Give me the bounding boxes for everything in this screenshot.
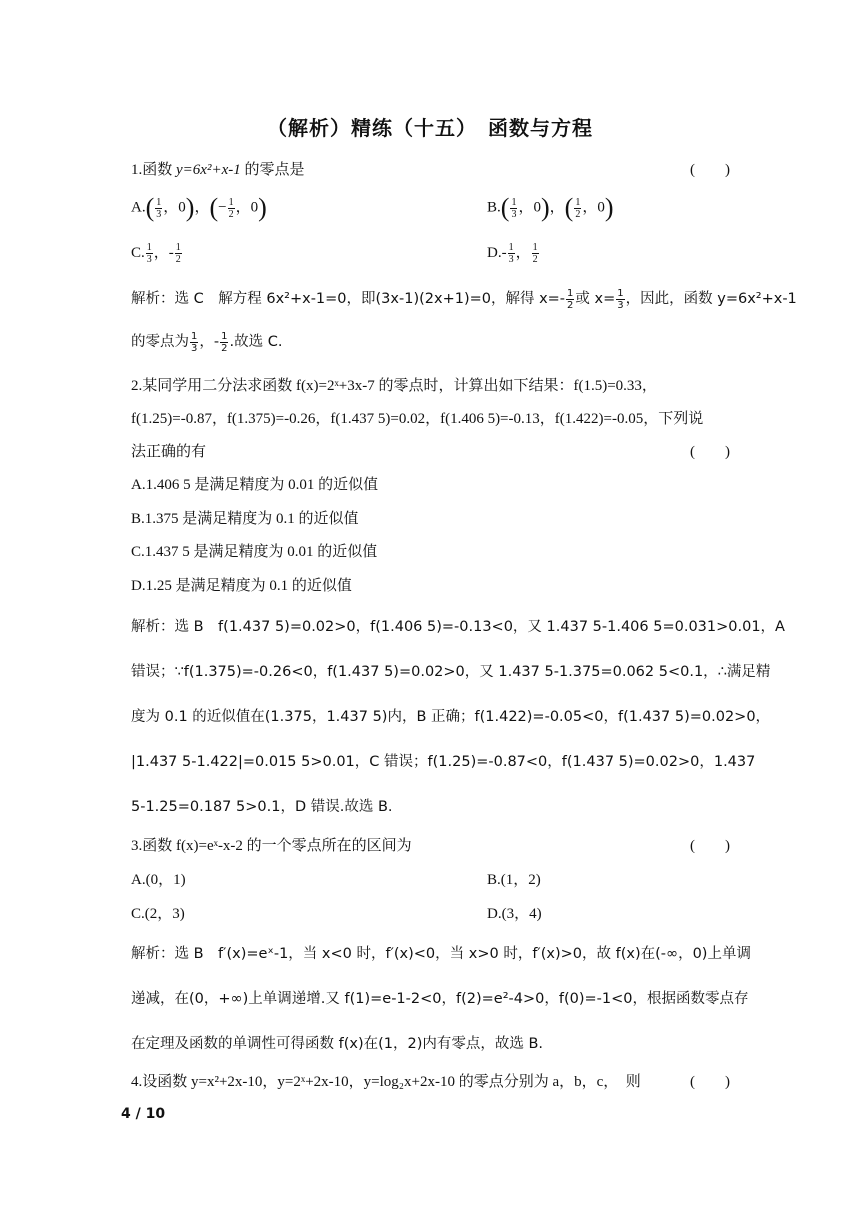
q1-solution-line1: 解析：选 C 解方程 6x²+x-1=0，即(3x-1)(2x+1)=0，解得 x=- $\frac{1}{2}$ 或 x= $\frac{1}{3}$ ，因此，函数 y=6x²+x-1 <box>131 287 797 311</box>
fraction: $\frac{1}{2}$ <box>175 242 181 266</box>
q2-stem-line2: f(1.25)=-0.87，f(1.375)=-0.26，f(1.437 5)=0.02，f(1.406 5)=-0.13，f(1.422)=-0.05，下列说 <box>131 411 704 427</box>
fraction: $\frac{1}{3}$ <box>146 242 152 266</box>
q1-option-d: D.- $\frac{1}{3}$ ， $\frac{1}{2}$ <box>487 242 538 266</box>
q2-option-a: A.1.406 5 是满足精度为 0.01 的近似值 <box>131 477 379 493</box>
fraction: $\frac{1}{3}$ <box>511 196 517 220</box>
q2-stem-line3: 法正确的有 <box>131 444 207 460</box>
q3-solution-line2: 递减，在(0，+∞)上单调递增.又 f(1)=e-1-2<0，f(2)=e²-4>0，f(0)=-1<0，根据函数零点存 <box>131 991 749 1007</box>
fraction: $\frac{1}{3}$ <box>156 196 162 220</box>
q2-option-b: B.1.375 是满足精度为 0.1 的近似值 <box>131 511 359 527</box>
q2-option-c: C.1.437 5 是满足精度为 0.01 的近似值 <box>131 544 378 560</box>
q2-solution-line5: 5-1.25=0.187 5>0.1，D 错误.故选 B. <box>131 799 393 815</box>
q2-option-d: D.1.25 是满足精度为 0.1 的近似值 <box>131 578 352 594</box>
q2-solution-line1: 解析：选 B f(1.437 5)=0.02>0，f(1.406 5)=-0.13<0，又 1.437 5-1.406 5=0.031>0.01，A <box>131 619 785 635</box>
q1-option-a: A.( $\frac{1}{3}$ ，0)，(− $\frac{1}{2}$ ，0) <box>131 193 267 222</box>
q3-answer-paren: ( ) <box>690 838 730 854</box>
q2-answer-paren: ( ) <box>690 444 730 460</box>
q3-option-a: A.(0，1) <box>131 872 186 888</box>
q3-option-c: C.(2，3) <box>131 906 185 922</box>
q1-solution-line2: 的零点为 $\frac{1}{3}$ ，- $\frac{1}{2}$ .故选 C. <box>131 330 283 354</box>
page-number: 4 / 10 <box>121 1106 166 1122</box>
q2-stem-line1: 2.某同学用二分法求函数 f(x)=2ˣ+3x-7 的零点时，计算出如下结果：f(1.5)=0.33， <box>131 378 657 394</box>
q1-answer-paren: ( ) <box>690 162 730 178</box>
fraction: $\frac{1}{2}$ <box>532 242 538 266</box>
q1-option-c: C. $\frac{1}{3}$ ，- $\frac{1}{2}$ <box>131 242 181 266</box>
fraction: $\frac{1}{2}$ <box>575 196 581 220</box>
q3-option-d: D.(3，4) <box>487 906 542 922</box>
q3-solution-line3: 在定理及函数的单调性可得函数 f(x)在(1，2)内有零点，故选 B. <box>131 1036 544 1052</box>
q4-stem: 4.设函数 y=x²+2x-10，y=2ˣ+2x-10，y=log₂x+2x-10 的零点分别为 a，b，c， 则 <box>131 1074 641 1090</box>
q2-solution-line4: |1.437 5-1.422|=0.015 5>0.01，C 错误；f(1.25)=-0.87<0，f(1.437 5)=0.02>0，1.437 <box>131 754 756 770</box>
q2-solution-line2: 错误；∵f(1.375)=-0.26<0，f(1.437 5)=0.02>0，又 1.437 5-1.375=0.062 5<0.1，∴满足精 <box>131 664 771 680</box>
q1-stem: 1.函数 y=6x²+x-1 的零点是 <box>131 162 305 178</box>
page-title: （解析）精练（十五） 函数与方程 <box>267 116 593 140</box>
q2-solution-line3: 度为 0.1 的近似值在(1.375，1.437 5)内，B 正确；f(1.422)=-0.05<0，f(1.437 5)=0.02>0， <box>131 709 771 725</box>
q3-option-b: B.(1，2) <box>487 872 541 888</box>
q3-solution-line1: 解析：选 B f′(x)=eˣ-1，当 x<0 时，f′(x)<0，当 x>0 时，f′(x)>0，故 f(x)在(-∞，0)上单调 <box>131 946 751 962</box>
q3-stem: 3.函数 f(x)=eˣ-x-2 的一个零点所在的区间为 <box>131 838 412 854</box>
fraction: $\frac{1}{2}$ <box>228 196 234 220</box>
q1-option-b: B.( $\frac{1}{3}$ ，0)，( $\frac{1}{2}$ ，0) <box>487 193 614 222</box>
q4-answer-paren: ( ) <box>690 1074 730 1090</box>
fraction: $\frac{1}{3}$ <box>508 242 514 266</box>
